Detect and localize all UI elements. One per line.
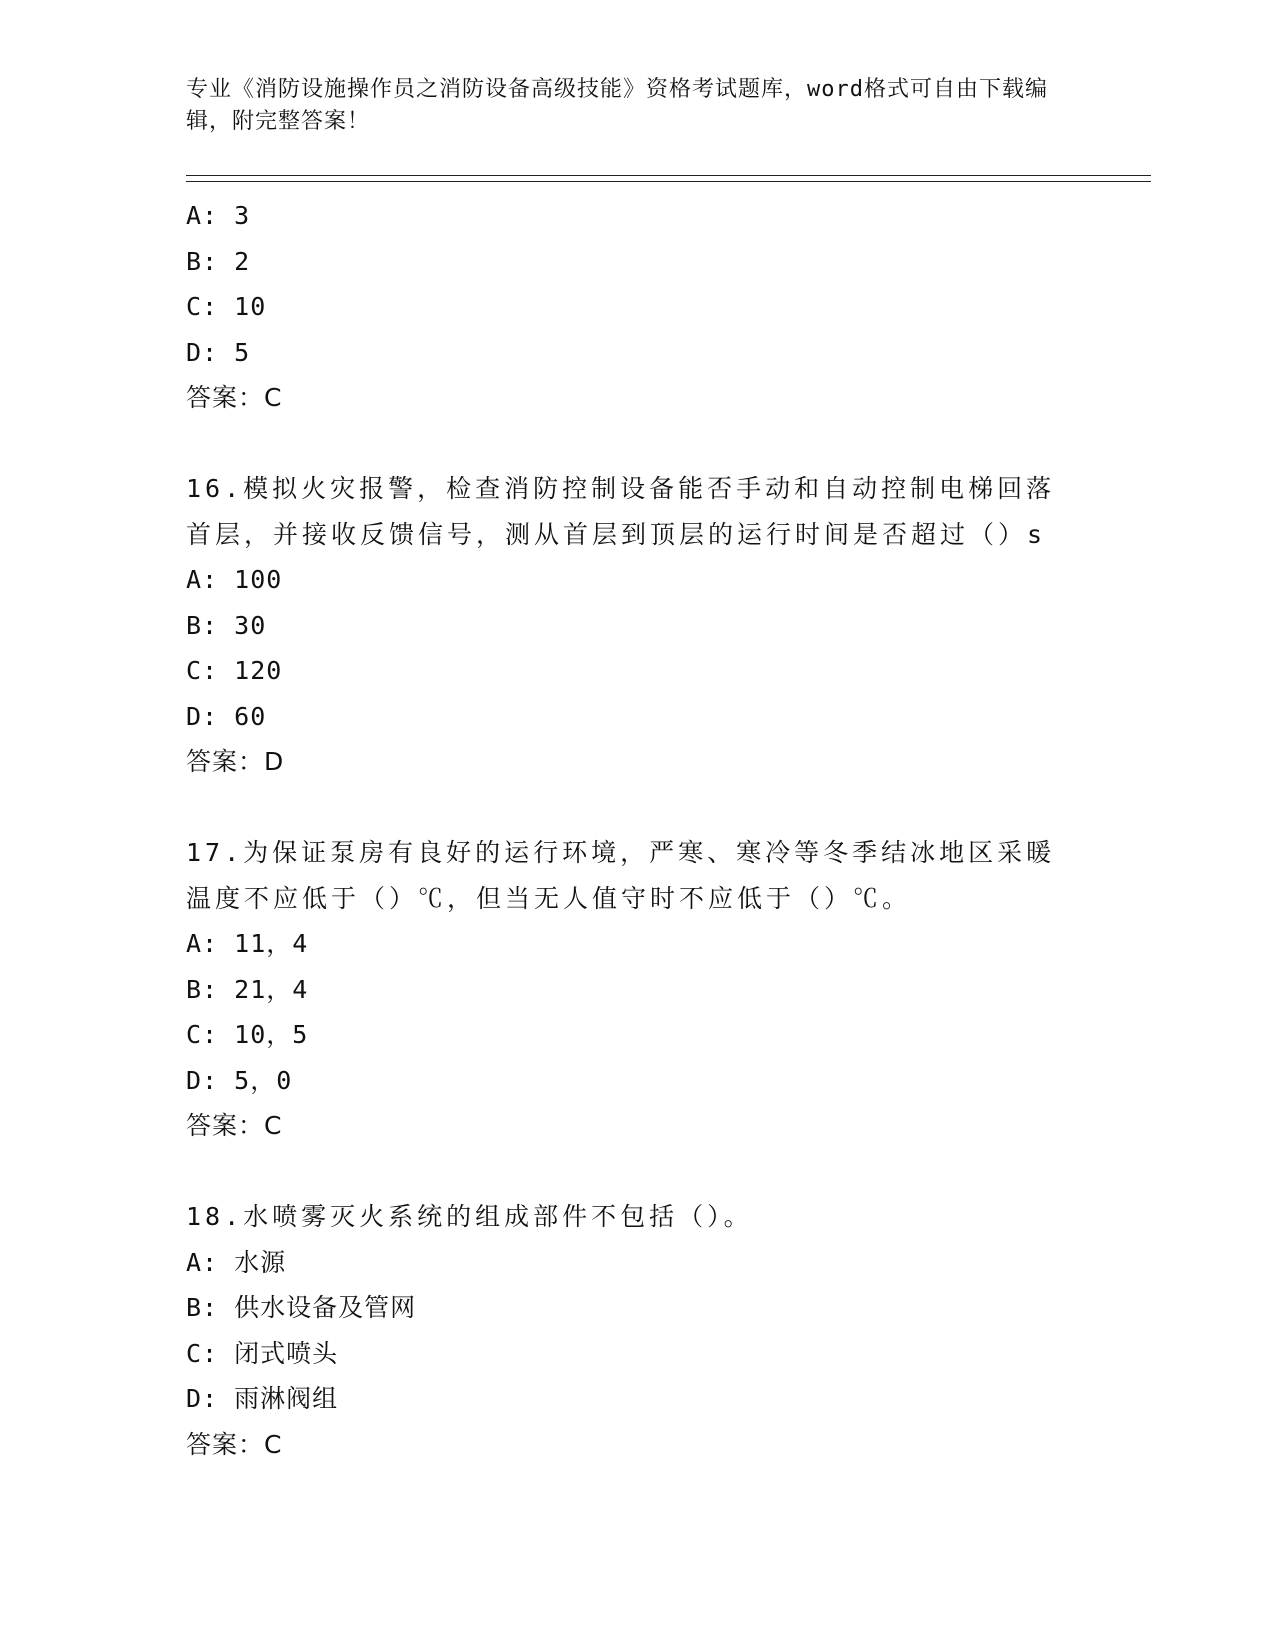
question-18 — [186, 1194, 1086, 1467]
page-header: 专业《消防设施操作员之消防设备高级技能》资格考试题库，word格式可自由下载编辑，附完整答案！ — [186, 77, 1048, 134]
option-d: D: 5 — [186, 337, 251, 367]
question-16 — [186, 466, 1086, 785]
option-b: B: 供水设备及管网 — [186, 1293, 417, 1322]
option-d: D: 5，0 — [186, 1065, 293, 1095]
spacer — [186, 1149, 1086, 1195]
header-rule-bottom — [186, 181, 1151, 182]
question-15-continued — [186, 193, 1086, 421]
option-a: A: 3 — [186, 201, 251, 230]
option-a: A: 100 — [186, 565, 283, 594]
question-stem: 17.为保证泵房有良好的运行环境，严寒、寒冷等冬季结冰地区采暖温度不应低于（）℃，但当无人值守时不应低于（）℃。 — [186, 838, 1056, 913]
option-c: C: 120 — [186, 656, 283, 685]
option-a: A: 水源 — [186, 1247, 287, 1277]
header-rule-top — [186, 175, 1151, 176]
option-d: D: 60 — [186, 701, 267, 731]
option-c: C: 10，5 — [186, 1020, 309, 1049]
question-stem: 18.水喷雾灭火系统的组成部件不包括（）。 — [186, 1202, 753, 1231]
option-b: B: 2 — [186, 246, 251, 276]
answer-line: 答案：C — [186, 383, 283, 412]
option-a: A: 11，4 — [186, 929, 309, 958]
question-list — [186, 193, 1086, 1467]
option-b: B: 30 — [186, 610, 267, 640]
answer-line: 答案：C — [186, 1429, 283, 1459]
option-c: C: 10 — [186, 292, 267, 321]
spacer — [186, 785, 1086, 831]
option-c: C: 闭式喷头 — [186, 1338, 339, 1368]
spacer — [186, 421, 1086, 467]
answer-line: 答案：C — [186, 1111, 283, 1140]
option-d: D: 雨淋阀组 — [186, 1384, 339, 1413]
question-17 — [186, 830, 1086, 1149]
question-stem: 16.模拟火灾报警，检查消防控制设备能否手动和自动控制电梯回落首层，并接收反馈信号，测从首层到顶层的运行时间是否超过（）s — [186, 474, 1056, 549]
option-b: B: 21，4 — [186, 974, 309, 1004]
answer-line: 答案：D — [186, 747, 285, 776]
